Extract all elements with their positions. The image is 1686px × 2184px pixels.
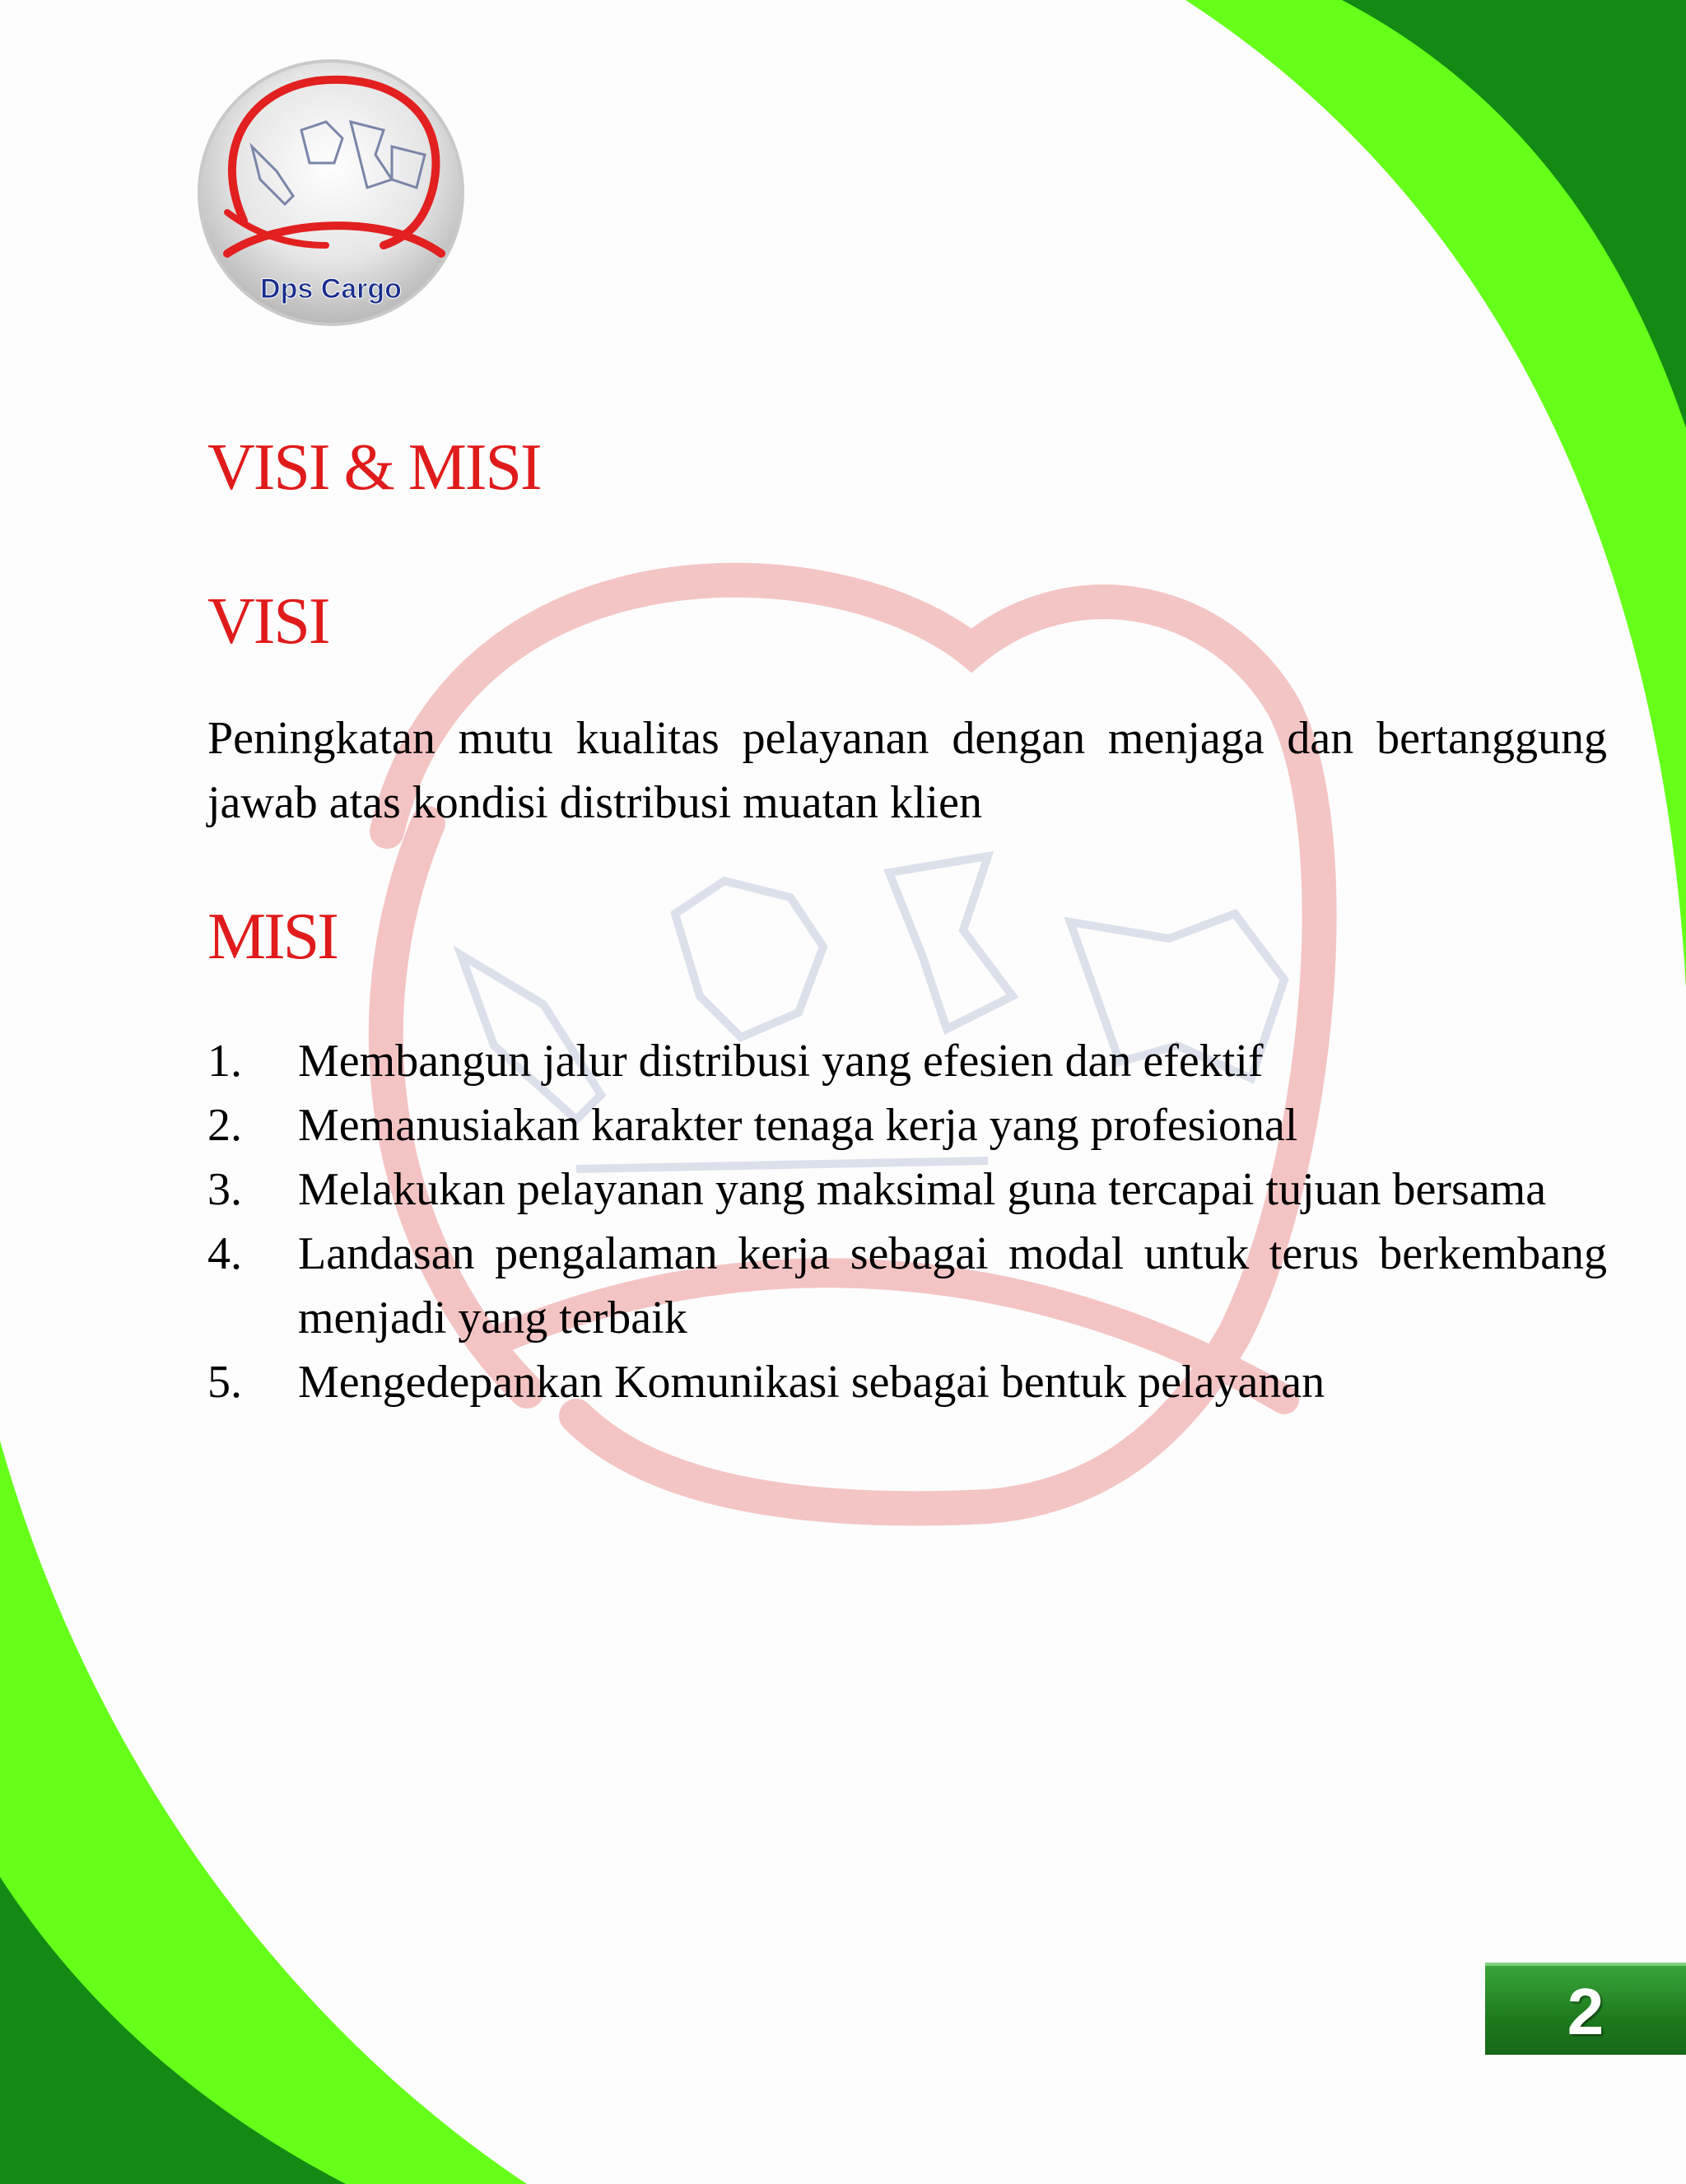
list-item-number: 5. xyxy=(207,1357,242,1408)
list-item-number: 3. xyxy=(207,1164,242,1215)
visi-text: Peningkatan mutu kualitas pelayanan dengan menjaga dan bertanggung jawab atas kondisi distribusi muatan klien xyxy=(207,713,1607,828)
list-item-number: 2. xyxy=(207,1100,242,1151)
list-item-number: 1. xyxy=(207,1036,242,1087)
page-number-badge: 2 xyxy=(1485,1963,1686,2055)
list-item xyxy=(207,1093,1607,1157)
list-item xyxy=(207,1350,1607,1414)
list-item-text: Memanusiakan karakter tenaga kerja yang profesional xyxy=(298,1100,1298,1151)
list-item xyxy=(207,1157,1607,1222)
list-item xyxy=(207,1029,1607,1093)
dps-cargo-logo xyxy=(194,56,468,329)
list-item-text: Membangun jalur distribusi yang efesien dan efektif xyxy=(298,1036,1264,1087)
top-right-swoosh xyxy=(1185,0,1686,988)
logo-text: Dps Cargo xyxy=(260,273,402,305)
visi-heading: VISI xyxy=(207,585,329,658)
list-item-text: Melakukan pelayanan yang maksimal guna tercapai tujuan bersama xyxy=(298,1164,1547,1215)
list-item-text: Mengedepankan Komunikasi sebagai bentuk pelayanan xyxy=(298,1357,1325,1408)
misi-list xyxy=(207,1029,1607,1414)
list-item-number: 4. xyxy=(207,1228,242,1279)
page-title: VISI & MISI xyxy=(207,431,541,504)
misi-heading: MISI xyxy=(207,901,337,973)
list-item-text: Landasan pengalaman kerja sebagai modal untuk terus berkembang menjadi yang terbaik xyxy=(298,1228,1607,1343)
bottom-left-swoosh xyxy=(0,1441,527,2184)
list-item xyxy=(207,1222,1607,1350)
